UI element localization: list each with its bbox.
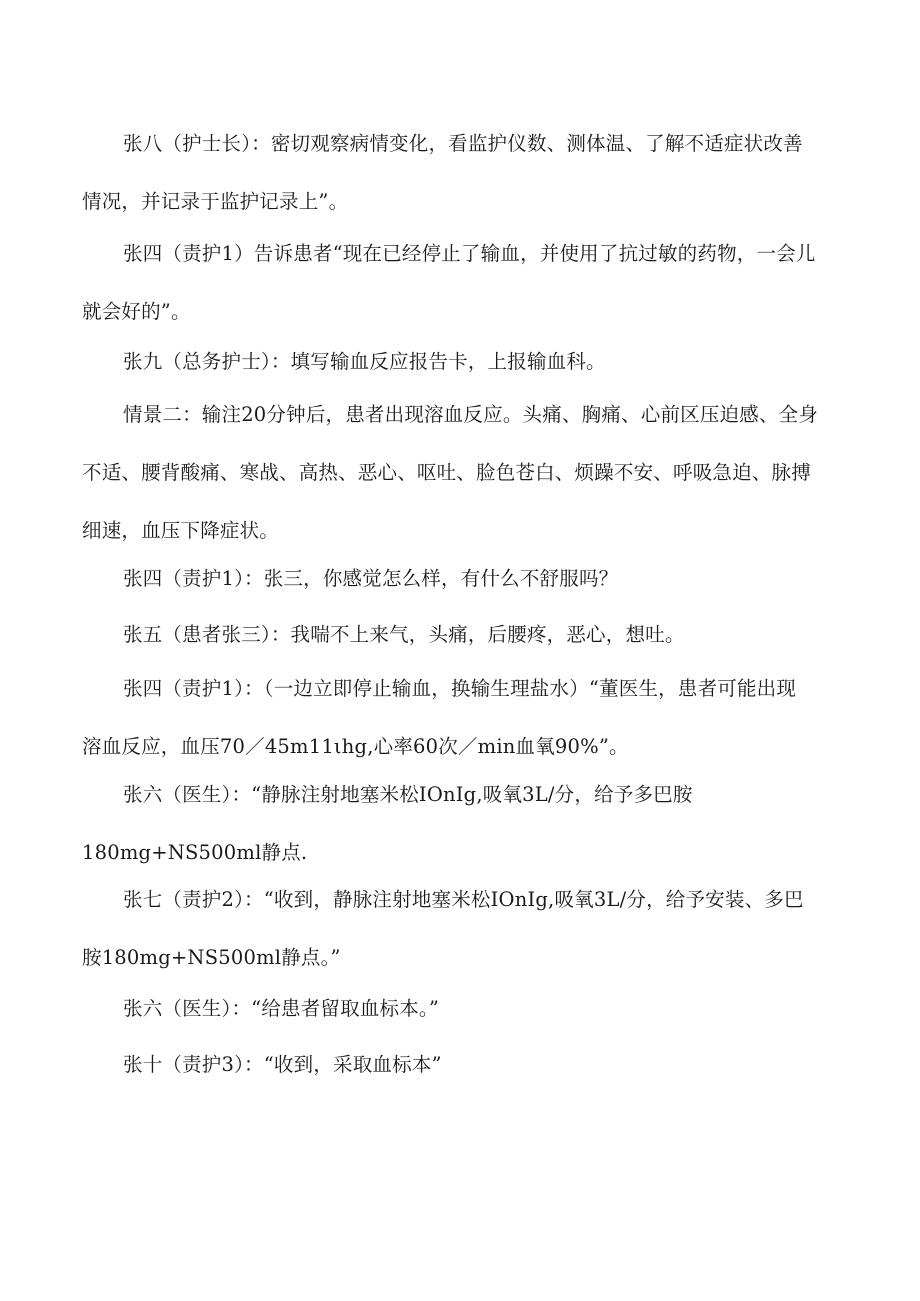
text-line: 情况，并记录于监护记录上”。 xyxy=(82,190,349,213)
paragraph-nurse1-reports-hemolysis xyxy=(82,660,842,776)
text-line: 溶血反应，血压70／45m11ιhg,心率60次／min血氧90%”。 xyxy=(82,735,629,758)
text-line: 张十（责护3）：“收到，采取血标本” xyxy=(123,1053,442,1076)
text-line: 张六（医生）：“给患者留取血标本。” xyxy=(123,997,440,1020)
paragraph-nurse3-confirms xyxy=(82,1036,842,1094)
text-line: 就会好的”。 xyxy=(82,300,191,323)
text-line: 情景二：输注20分钟后，患者出现溶血反应。头痛、胸痛、心前区压迫感、全身 xyxy=(123,403,819,426)
text-line: 张八（护士长）：密切观察病情变化，看监护仪数、测体温、了解不适症状改善 xyxy=(123,132,803,155)
paragraph-nurse2-confirms xyxy=(82,871,842,987)
text-line: 张七（责护2）：“收到，静脉注射地塞米松IOnIg,吸氧3L/分，给予安装、多巴 xyxy=(123,888,804,911)
paragraph-nurse1-asks xyxy=(82,550,842,608)
text-line: 张五（患者张三）：我喘不上来气，头痛，后腰疼，恶心，想吐。 xyxy=(123,623,685,646)
paragraph-doctor-blood-sample xyxy=(82,980,842,1038)
paragraph-nurse1-tells-patient xyxy=(82,225,842,341)
paragraph-general-nurse-report xyxy=(82,333,842,391)
text-line: 张六（医生）：“静脉注射地塞米松IOnIg,吸氧3L/分，给予多巴胺 xyxy=(123,783,693,806)
text-line: 180mg+NS500ml静点. xyxy=(82,841,308,864)
text-line: 张四（责护1）：张三，你感觉怎么样，有什么不舒服吗？ xyxy=(123,567,619,590)
paragraph-scenario-two xyxy=(82,386,842,560)
text-line: 胺180mg+NS500ml静点。” xyxy=(82,946,341,969)
text-line: 张四（责护1）：（一边立即停止输血，换输生理盐水）“董医生，患者可能出现 xyxy=(123,677,797,700)
paragraph-doctor-orders xyxy=(82,766,842,882)
paragraph-head-nurse-observation xyxy=(82,115,842,231)
text-line: 不适、腰背酸痛、寒战、高热、恶心、呕吐、脸色苍白、烦躁不安、呼吸急迫、脉搏 xyxy=(82,461,811,484)
text-line: 张九（总务护士）：填写输血反应报告卡，上报输血科。 xyxy=(123,350,606,373)
paragraph-patient-reply xyxy=(82,606,842,664)
text-line: 细速，血压下降症状。 xyxy=(82,519,280,542)
text-line: 张四（责护1）告诉患者“现在已经停止了输血，并使用了抗过敏的药物，一会儿 xyxy=(123,242,816,265)
